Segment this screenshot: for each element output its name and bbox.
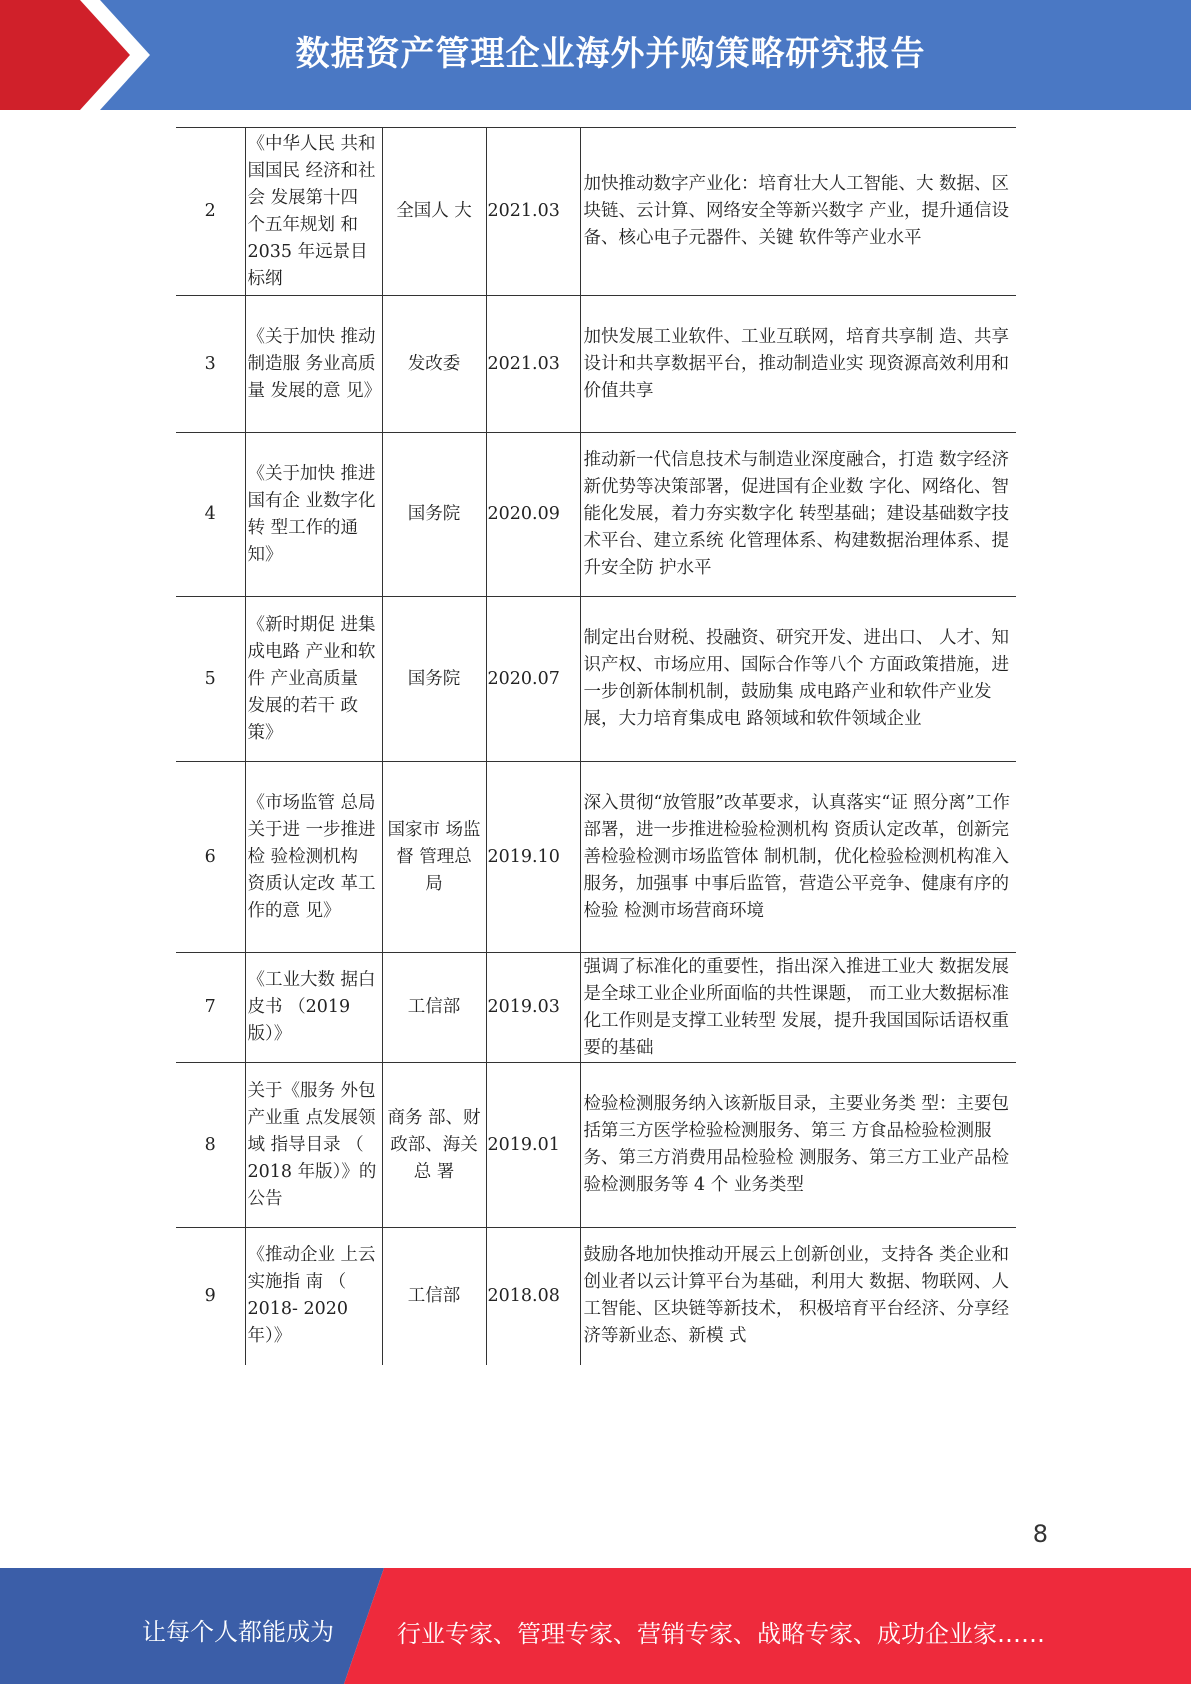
issue-date: 2018.08 xyxy=(486,1228,580,1365)
policy-name: 《市场监管 总局关于进 一步推进检 验检测机构 资质认定改 革工作的意 见》 xyxy=(245,762,382,953)
policy-content: 检验检测服务纳入该新版目录，主要业务类 型：主要包括第三方医学检验检测服务、第三 方食品检验检测服务、第三方消费用品检验检 测服务、第三方工业产品检验检测服务等 4 个 业务类型 xyxy=(580,1063,1016,1228)
row-number: 8 xyxy=(176,1063,245,1228)
issue-date: 2019.10 xyxy=(486,762,580,953)
issue-date: 2020.09 xyxy=(486,433,580,597)
issue-date: 2021.03 xyxy=(486,296,580,433)
issuing-department: 国务院 xyxy=(382,433,486,597)
table-row xyxy=(176,762,1016,953)
issue-date: 2021.03 xyxy=(486,128,580,296)
table-row xyxy=(176,597,1016,762)
policy-name: 《工业大数 据白皮书 （2019 版）》 xyxy=(245,953,382,1063)
issue-date: 2020.07 xyxy=(486,597,580,762)
issuing-department: 全国人 大 xyxy=(382,128,486,296)
footer-slogan-left: 让每个人都能成为 xyxy=(142,1618,334,1646)
table-row xyxy=(176,128,1016,296)
row-number: 6 xyxy=(176,762,245,953)
policy-name: 《新时期促 进集成电路 产业和软件 产业高质量 发展的若干 政策》 xyxy=(245,597,382,762)
row-number: 3 xyxy=(176,296,245,433)
policy-content: 加快推动数字产业化：培育壮大人工智能、大 数据、区块链、云计算、网络安全等新兴数字 产业，提升通信设备、核心电子元器件、关键 软件等产业水平 xyxy=(580,128,1016,296)
policy-name: 关于《服务 外包产业重 点发展领域 指导目录 （ 2018 年版）》的公告 xyxy=(245,1063,382,1228)
issuing-department: 商务 部、财 政部、海关总 署 xyxy=(382,1063,486,1228)
issue-date: 2019.01 xyxy=(486,1063,580,1228)
footer-banner xyxy=(0,1568,1191,1684)
policy-content: 制定出台财税、投融资、研究开发、进出口、 人才、知识产权、市场应用、国际合作等八个 方面政策措施，进一步创新体制机制，鼓励集 成电路产业和软件产业发展，大力培育集成电 路领域和软件领域企业 xyxy=(580,597,1016,762)
policy-content: 深入贯彻“放管服”改革要求，认真落实“证 照分离”工作部署，进一步推进检验检测机构 资质认定改革，创新完善检验检测市场监管体 制机制，优化检验检测机构准入服务，加强事 中事后监管，营造公平竞争、健康有序的检验 检测市场营商环境 xyxy=(580,762,1016,953)
footer-slogan-right: 行业专家、管理专家、营销专家、战略专家、成功企业家…… xyxy=(397,1620,1045,1648)
report-title: 数据资产管理企业海外并购策略研究报告 xyxy=(295,34,926,74)
row-number: 7 xyxy=(176,953,245,1063)
policy-name: 《中华人民 共和国国民 经济和社会 发展第十四 个五年规划 和 2035 年远景目标纲 xyxy=(245,128,382,296)
issuing-department: 工信部 xyxy=(382,1228,486,1365)
policy-name: 《关于加快 推进国有企 业数字化转 型工作的通 知》 xyxy=(245,433,382,597)
table-row xyxy=(176,1228,1016,1365)
issuing-department: 国务院 xyxy=(382,597,486,762)
issuing-department: 工信部 xyxy=(382,953,486,1063)
row-number: 5 xyxy=(176,597,245,762)
policy-content: 强调了标准化的重要性，指出深入推进工业大 数据发展是全球工业企业所面临的共性课题， 而工业大数据标准化工作则是支撑工业转型 发展，提升我国国际话语权重要的基础 xyxy=(580,953,1016,1063)
issuing-department: 国家市 场监督 管理总 局 xyxy=(382,762,486,953)
policy-content: 加快发展工业软件、工业互联网，培育共享制 造、共享设计和共享数据平台，推动制造业实 现资源高效利用和价值共享 xyxy=(580,296,1016,433)
page-number: 8 xyxy=(1032,1520,1048,1548)
policy-name: 《关于加快 推动制造服 务业高质量 发展的意 见》 xyxy=(245,296,382,433)
row-number: 4 xyxy=(176,433,245,597)
policy-name: 《推动企业 上云实施指 南 （ 2018- 2020 年）》 xyxy=(245,1228,382,1365)
table-row xyxy=(176,433,1016,597)
table-row xyxy=(176,1063,1016,1228)
row-number: 2 xyxy=(176,128,245,296)
header-banner xyxy=(0,0,1191,110)
issuing-department: 发改委 xyxy=(382,296,486,433)
row-number: 9 xyxy=(176,1228,245,1365)
policy-content: 推动新一代信息技术与制造业深度融合，打造 数字经济新优势等决策部署，促进国有企业数 字化、网络化、智能化发展，着力夯实数字化 转型基础；建设基础数字技术平台、建立系统 化管理体系、构建数据治理体系、提升安全防 护水平 xyxy=(580,433,1016,597)
table-row xyxy=(176,296,1016,433)
issue-date: 2019.03 xyxy=(486,953,580,1063)
policy-table xyxy=(176,127,1016,1365)
table-row xyxy=(176,953,1016,1063)
policy-content: 鼓励各地加快推动开展云上创新创业，支持各 类企业和创业者以云计算平台为基础，利用大 数据、物联网、人工智能、区块链等新技术， 积极培育平台经济、分享经济等新业态、新模 式 xyxy=(580,1228,1016,1365)
